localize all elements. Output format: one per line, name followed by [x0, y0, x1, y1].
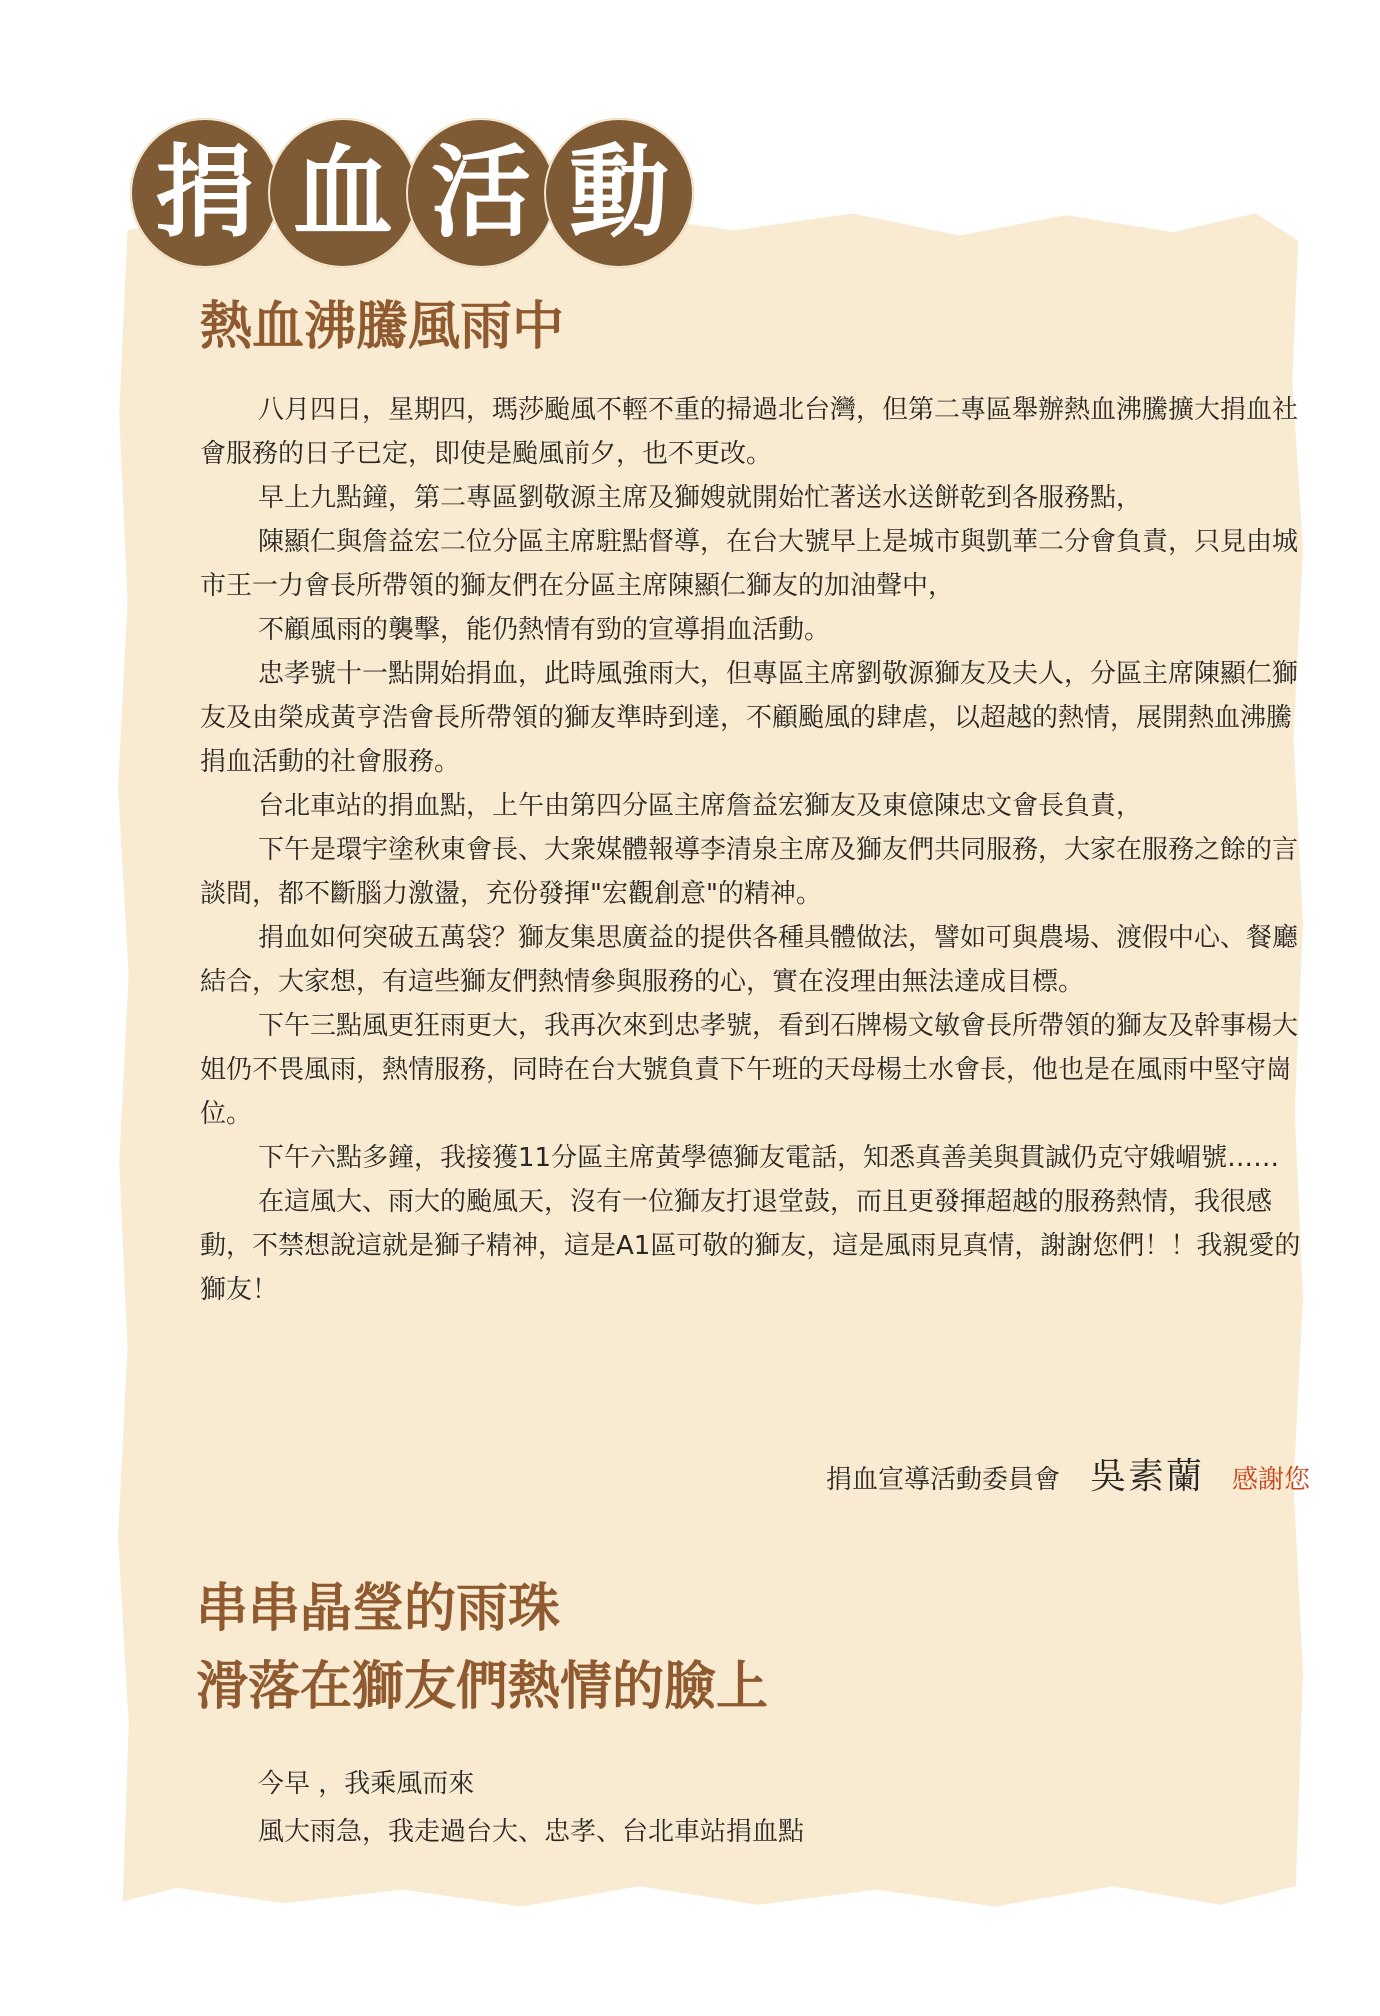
- poem-body: [258, 1760, 804, 1856]
- title-badge: 血: [268, 118, 418, 268]
- signature-org: 捐血宣導活動委員會: [825, 1465, 1060, 1495]
- article-paragraph: 下午是環宇塗秋東會長、大衆媒體報導李清泉主席及獅友們共同服務，大家在服務之餘的言談間，都不斷腦力激盪，充份發揮"宏觀創意"的精神。: [200, 835, 1299, 909]
- article-paragraph: 陳顯仁與詹益宏二位分區主席駐點督導，在台大號早上是城市與凱華二分會負責，只見由城市王一力會長所帶領的獅友們在分區主席陳顯仁獅友的加油聲中，: [200, 527, 1299, 601]
- article-paragraph: 忠孝號十一點開始捐血，此時風強雨大，但專區主席劉敬源獅友及夫人，分區主席陳顯仁獅友及由榮成黃亨浩會長所帶領的獅友準時到達，不顧颱風的肆虐，以超越的熱情，展開熱血沸騰捐血活動的社會服務。: [200, 659, 1299, 777]
- signature-thanks: 感謝您: [1231, 1465, 1310, 1495]
- article-paragraph: 下午三點風更狂雨更大，我再次來到忠孝號，看到石牌楊文敏會長所帶領的獅友及幹事楊大姐仍不畏風雨，熱情服務，同時在台大號負責下午班的天母楊土水會長，他也是在風雨中堅守崗位。: [200, 1011, 1299, 1129]
- poem-title-line-1: 串串晶瑩的雨珠: [196, 1579, 561, 1639]
- poem-title-line-2: 滑落在獅友們熱情的臉上: [196, 1657, 769, 1717]
- poem-line: 風大雨急，我走過台大、忠孝、台北車站捐血點: [258, 1817, 805, 1847]
- article-paragraph: 在這風大、雨大的颱風天，沒有一位獅友打退堂鼓，而且更發揮超越的服務熱情，我很感動，不禁想說這就是獅子精神，這是A1區可敬的獅友，這是風雨見真情，謝謝您們！！我親愛的獅友！: [200, 1187, 1301, 1305]
- signature-name: 吳素蘭: [1089, 1456, 1204, 1497]
- section-title-badges: [130, 118, 682, 268]
- title-badge: 活: [406, 118, 556, 268]
- article-paragraph: 八月四日，星期四，瑪莎颱風不輕不重的掃過北台灣，但第二專區舉辦熱血沸騰擴大捐血社會服務的日子已定，即使是颱風前夕，也不更改。: [200, 395, 1299, 469]
- article-paragraph: 下午六點多鐘，我接獲11分區主席黃學德獅友電話，知悉真善美與貫誠仍克守娥嵋號……: [258, 1143, 1280, 1173]
- poem-line: 今早 ，我乘風而來: [258, 1769, 475, 1799]
- signature: [826, 1448, 1310, 1499]
- article-paragraph: 捐血如何突破五萬袋？獅友集思廣益的提供各種具體做法，譬如可與農場、渡假中心、餐廳結合，大家想，有這些獅友們熱情參與服務的心，實在沒理由無法達成目標。: [200, 923, 1299, 997]
- title-badge: 動: [544, 118, 694, 268]
- article-paragraph: 台北車站的捐血點，上午由第四分區主席詹益宏獅友及東億陳忠文會長負責，: [258, 791, 1143, 821]
- article-paragraph: 不顧風雨的襲擊，能仍熱情有勁的宣導捐血活動。: [258, 615, 831, 645]
- title-badge: 捐: [130, 118, 280, 268]
- article-paragraph: 早上九點鐘，第二專區劉敬源主席及獅嫂就開始忙著送水送餅乾到各服務點，: [258, 483, 1143, 513]
- article-body: [200, 388, 1312, 1312]
- article-title: 熱血沸騰風雨中: [200, 297, 565, 357]
